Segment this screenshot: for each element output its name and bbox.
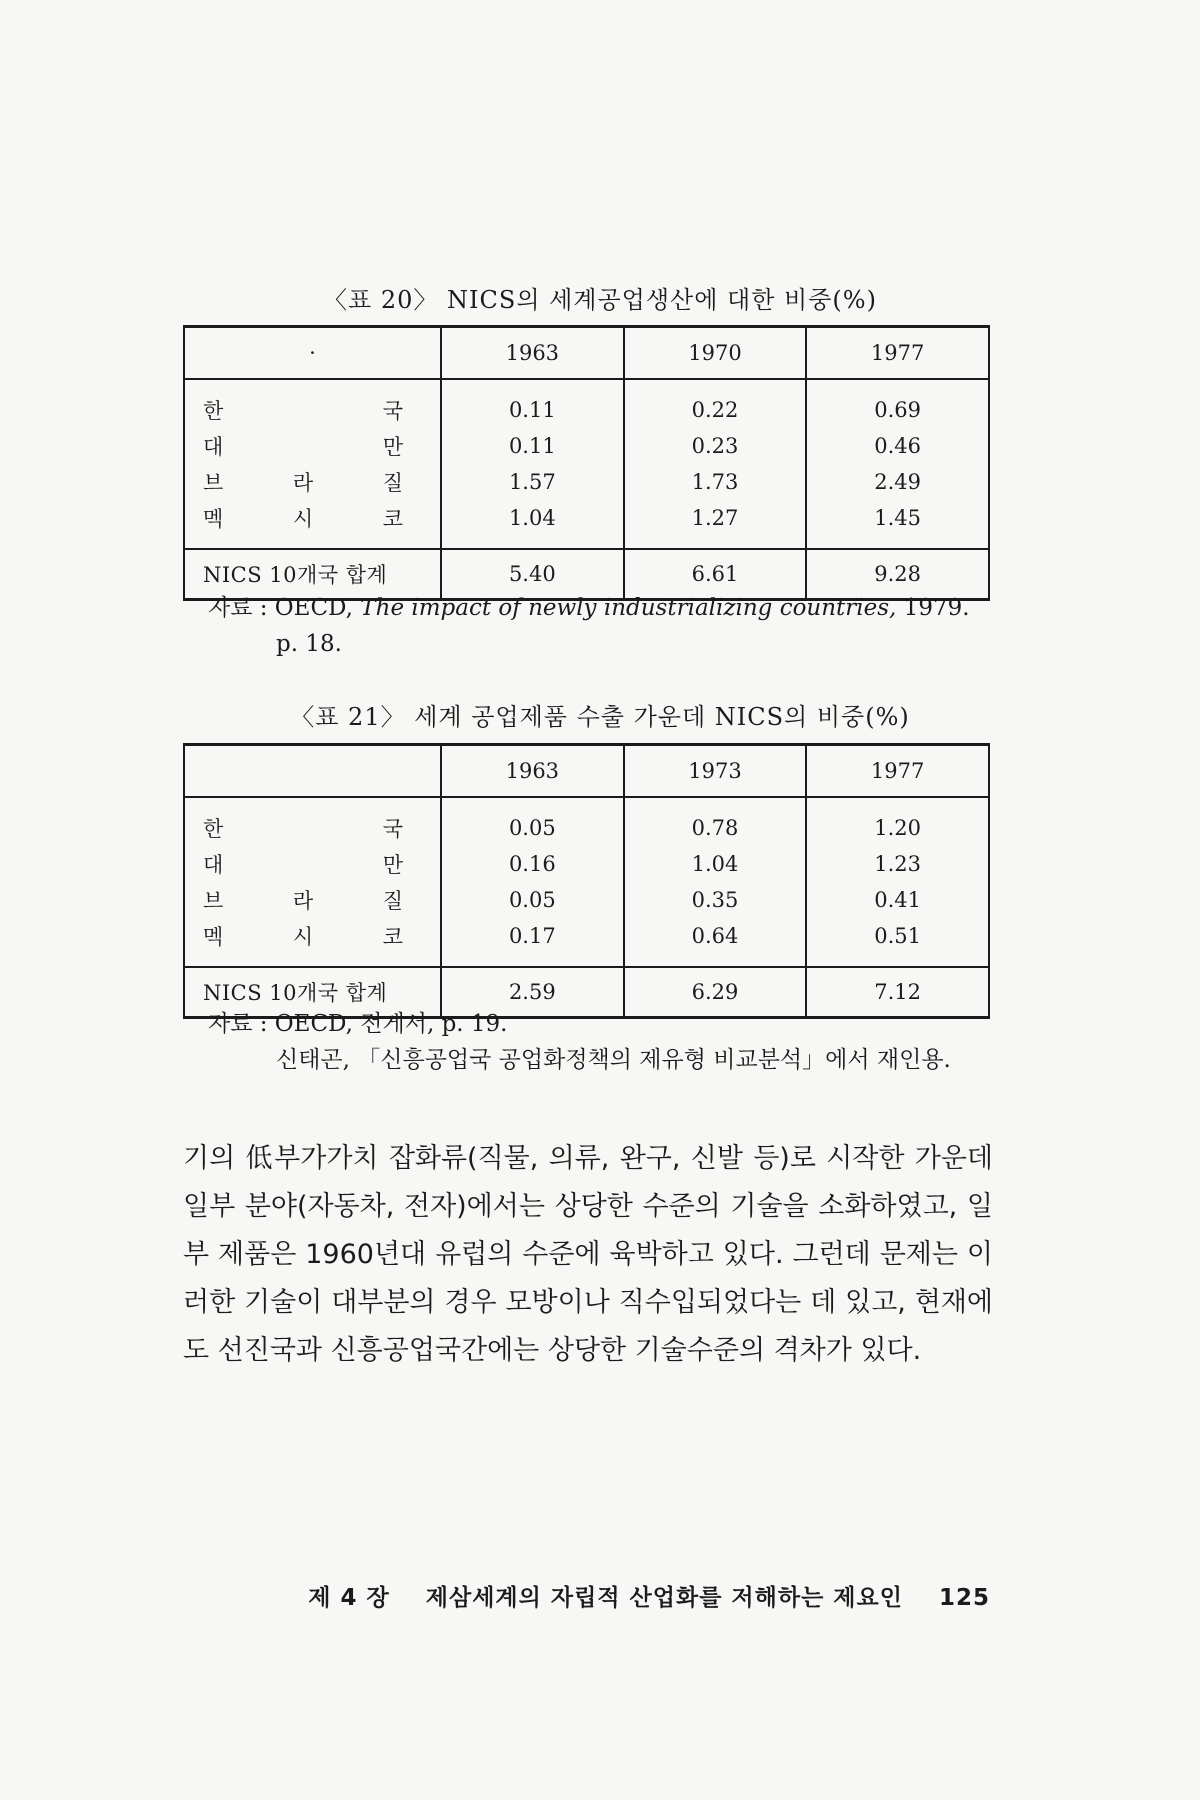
- chapter-label: 제 4 장: [308, 1585, 390, 1611]
- header-corner: ·: [184, 327, 441, 380]
- table-cell: 1.04: [624, 846, 807, 882]
- table-cell: 0.16: [441, 846, 624, 882]
- country-name: 멕 시 코: [184, 500, 441, 549]
- source-line: [208, 590, 1008, 626]
- table-row: [184, 846, 989, 882]
- country-name: 멕 시 코: [184, 918, 441, 967]
- table-cell: 1.57: [441, 464, 624, 500]
- table-row: [184, 797, 989, 846]
- source-title: The impact of newly industrializing countries,: [360, 595, 897, 621]
- country-name: 대 만: [184, 846, 441, 882]
- header-year: 1977: [806, 327, 989, 380]
- table-row: [184, 500, 989, 549]
- source-line: p. 18.: [276, 631, 342, 657]
- table-20-caption: 〈표 20〉 NICS의 세계공업생산에 대한 비중(%): [323, 286, 877, 314]
- table-21: [183, 743, 990, 1019]
- table-21-source: [208, 1006, 1008, 1078]
- page-footer: [0, 1579, 990, 1612]
- table-cell: 0.35: [624, 882, 807, 918]
- header-year: 1963: [441, 327, 624, 380]
- table-cell: 0.78: [624, 797, 807, 846]
- page-number: 125: [938, 1585, 990, 1611]
- table-cell: 0.41: [806, 882, 989, 918]
- table-cell: 1.20: [806, 797, 989, 846]
- header-year: 1977: [806, 745, 989, 798]
- table-20-source: [208, 590, 1008, 662]
- chapter-title: 제삼세계의 자립적 산업화를 저해하는 제요인: [425, 1585, 903, 1611]
- country-name: 대 만: [184, 428, 441, 464]
- table-cell: 7.12: [806, 967, 989, 1018]
- table-cell: 0.11: [441, 428, 624, 464]
- table-cell: 0.05: [441, 797, 624, 846]
- table-cell: 0.51: [806, 918, 989, 967]
- table-row: [184, 882, 989, 918]
- table-cell: 0.69: [806, 379, 989, 428]
- table-cell: 2.59: [441, 967, 624, 1018]
- table-cell: 6.29: [624, 967, 807, 1018]
- table-row: [184, 428, 989, 464]
- table-cell: 1.04: [441, 500, 624, 549]
- table-cell: 0.05: [441, 882, 624, 918]
- table-20: [183, 325, 990, 601]
- table-cell: 1.45: [806, 500, 989, 549]
- table-cell: 0.17: [441, 918, 624, 967]
- table-cell: 0.11: [441, 379, 624, 428]
- table-header-row: [184, 327, 989, 380]
- header-year: 1970: [624, 327, 807, 380]
- country-name: 브 라 질: [184, 882, 441, 918]
- total-label: NICS 10개국 합계: [184, 549, 441, 600]
- source-line: 자료 : OECD, 전게서, p. 19.: [208, 1011, 508, 1037]
- country-name: 브 라 질: [184, 464, 441, 500]
- table-row: [184, 464, 989, 500]
- table-cell: 0.23: [624, 428, 807, 464]
- body-paragraph: 기의 低부가가치 잡화류(직물, 의류, 완구, 신발 등)로 시작한 가운데 일부 분야(자동차, 전자)에서는 상당한 수준의 기술을 소화하였고, 일부 제품은 1960년대 유럽의 수준에 육박하고 있다. 그런데 문제는 이러한 기술이 대부분의 경우 모방이나 직수입되었다는 데 있고, 현재에도 선진국과 신흥공업국간에는 상당한 기술수준의 격차가 있다.: [183, 1143, 993, 1366]
- source-prefix: 자료 : OECD,: [208, 595, 353, 621]
- source-line: 신태곤, 「신흥공업국 공업화정책의 제유형 비교분석」에서 재인용.: [276, 1047, 951, 1073]
- table-header-row: [184, 745, 989, 798]
- source-year: 1979.: [903, 595, 970, 621]
- header-year: 1973: [624, 745, 807, 798]
- country-name: 한 국: [184, 379, 441, 428]
- country-name: 한 국: [184, 797, 441, 846]
- table-row: [184, 918, 989, 967]
- table-cell: 0.46: [806, 428, 989, 464]
- table-cell: 9.28: [806, 549, 989, 600]
- total-label: NICS 10개국 합계: [184, 967, 441, 1018]
- table-cell: 0.64: [624, 918, 807, 967]
- header-year: 1963: [441, 745, 624, 798]
- table-cell: 6.61: [624, 549, 807, 600]
- table-21-caption: 〈표 21〉 세계 공업제품 수출 가운데 NICS의 비중(%): [290, 703, 910, 731]
- table-cell: 1.27: [624, 500, 807, 549]
- table-cell: 0.22: [624, 379, 807, 428]
- table-cell: 1.73: [624, 464, 807, 500]
- header-corner: [184, 745, 441, 798]
- table-cell: 2.49: [806, 464, 989, 500]
- table-cell: 5.40: [441, 549, 624, 600]
- table-row: [184, 379, 989, 428]
- table-cell: 1.23: [806, 846, 989, 882]
